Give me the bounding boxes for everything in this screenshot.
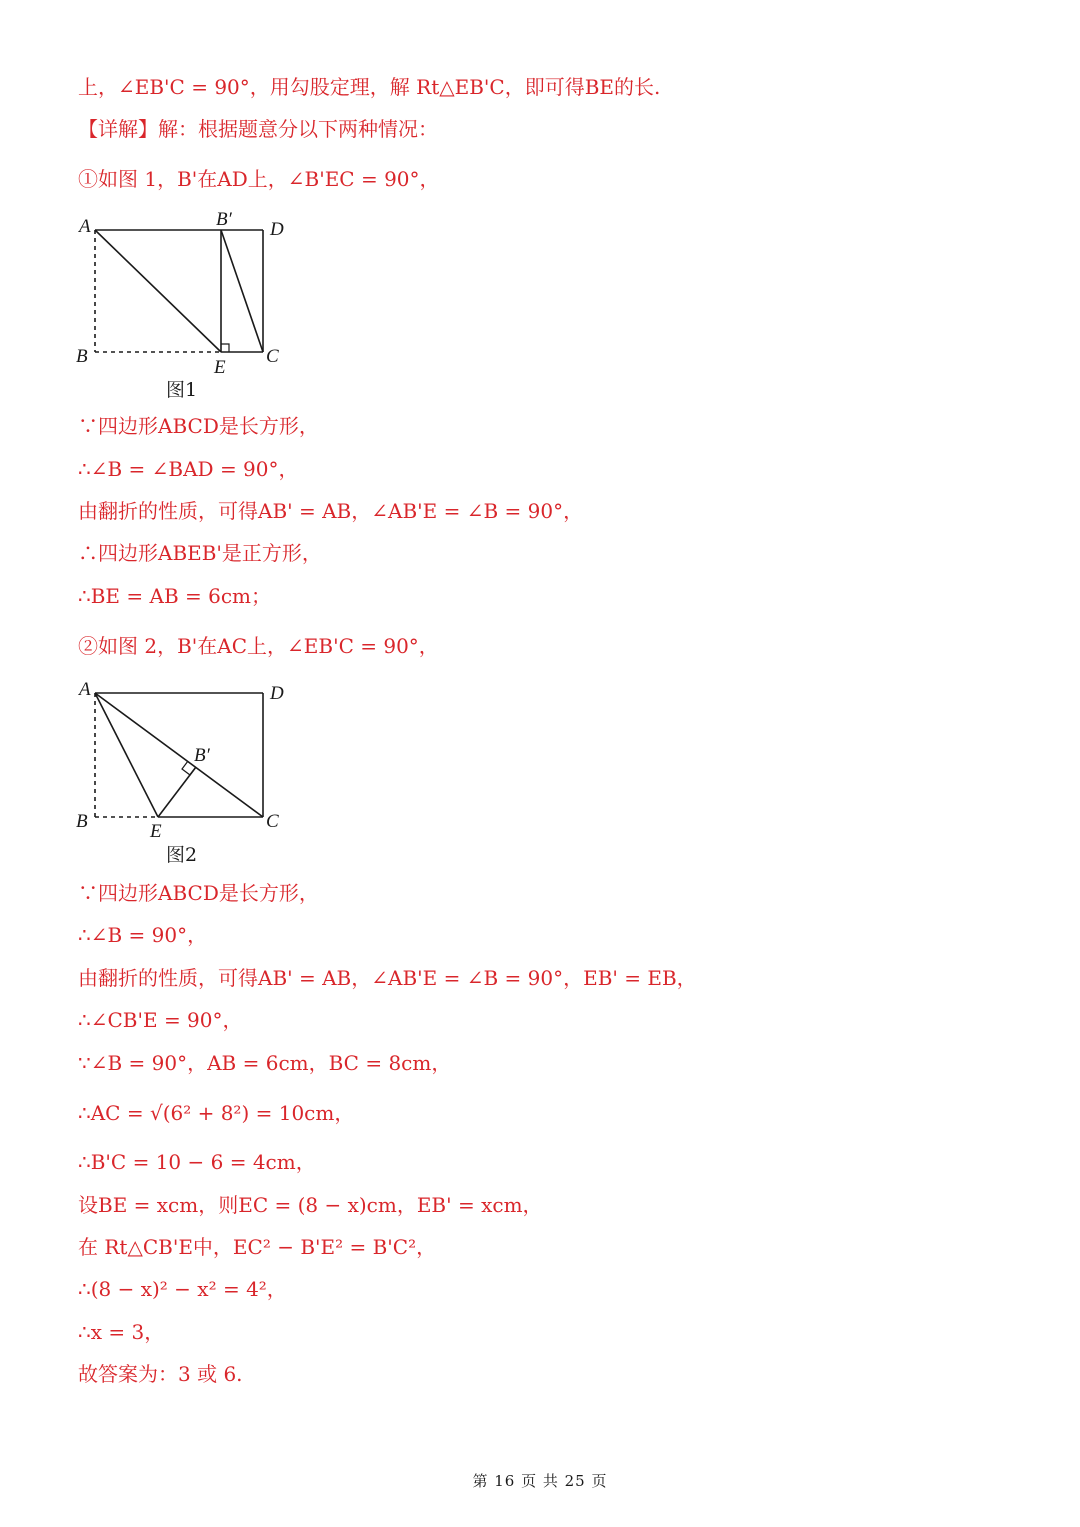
text-line-6: 由翻折的性质，可得AB' = AB，∠AB'E = ∠B = 90°， — [78, 499, 584, 523]
fig2-fold-ae — [95, 693, 158, 817]
text-line-4: ∵四边形ABCD是长方形， — [78, 414, 319, 438]
fig1-right-angle-mark — [221, 344, 229, 352]
figure-2-caption: 图2 — [166, 844, 198, 866]
text-line-13: ∴∠CB'E = 90°， — [78, 1008, 243, 1032]
fig1-fold-ae — [95, 230, 221, 352]
fig1-label-a: A — [79, 216, 91, 237]
text-line-12: 由翻折的性质，可得AB' = AB，∠AB'E = ∠B = 90°，EB' = EB， — [78, 966, 697, 990]
fig2-label-bp: B′ — [194, 745, 210, 766]
fig1-label-d: D — [270, 219, 284, 240]
text-line-5: ∴∠B = ∠BAD = 90°， — [78, 457, 299, 481]
text-line-21: 故答案为：3 或 6. — [78, 1362, 243, 1386]
figure-1 — [70, 205, 300, 405]
text-line-11: ∴∠B = 90°， — [78, 923, 208, 947]
fig1-label-c: C — [266, 346, 279, 367]
text-line-10: ∵四边形ABCD是长方形， — [78, 881, 319, 905]
fig1-label-b: B — [76, 346, 88, 367]
page-footer: 第 16 页 共 25 页 — [472, 1472, 608, 1490]
text-line-8: ∴BE = AB = 6cm； — [78, 584, 271, 608]
text-line-2: 【详解】解：根据题意分以下两种情况： — [78, 117, 438, 141]
text-line-20: ∴x = 3， — [78, 1320, 165, 1344]
fig2-label-a: A — [79, 679, 91, 700]
text-line-14: ∵∠B = 90°，AB = 6cm，BC = 8cm， — [78, 1051, 452, 1075]
text-line-19: ∴(8 − x)² − x² = 4²， — [78, 1277, 287, 1301]
text-line-9: ②如图 2，B'在AC上，∠EB'C = 90°， — [78, 634, 439, 658]
fig1-label-e: E — [214, 357, 226, 378]
text-line-7: ∴四边形ABEB'是正方形， — [78, 541, 322, 565]
fig1-segment-bpc — [221, 230, 263, 352]
text-line-3: ①如图 1，B'在AD上，∠B'EC = 90°， — [78, 167, 440, 191]
figure-1-caption: 图1 — [166, 379, 198, 401]
fig2-label-b: B — [76, 811, 88, 832]
text-line-15: ∴AC = √(6² + 8²) = 10cm， — [78, 1101, 355, 1125]
figure-2 — [70, 670, 300, 870]
text-line-17: 设BE = xcm，则EC = (8 − x)cm，EB' = xcm， — [78, 1193, 543, 1217]
text-line-18: 在 Rt△CB'E中，EC² − B'E² = B'C²， — [78, 1235, 437, 1259]
fig1-label-bp: B′ — [216, 209, 232, 230]
fig2-label-c: C — [266, 811, 279, 832]
text-line-1: 上，∠EB'C = 90°，用勾股定理，解 Rt△EB'C，即可得BE的长. — [78, 75, 661, 99]
text-line-16: ∴B'C = 10 − 6 = 4cm， — [78, 1150, 316, 1174]
fig2-label-e: E — [150, 821, 162, 842]
fig2-label-d: D — [270, 683, 284, 704]
fig2-diagonal-ac — [95, 693, 263, 817]
